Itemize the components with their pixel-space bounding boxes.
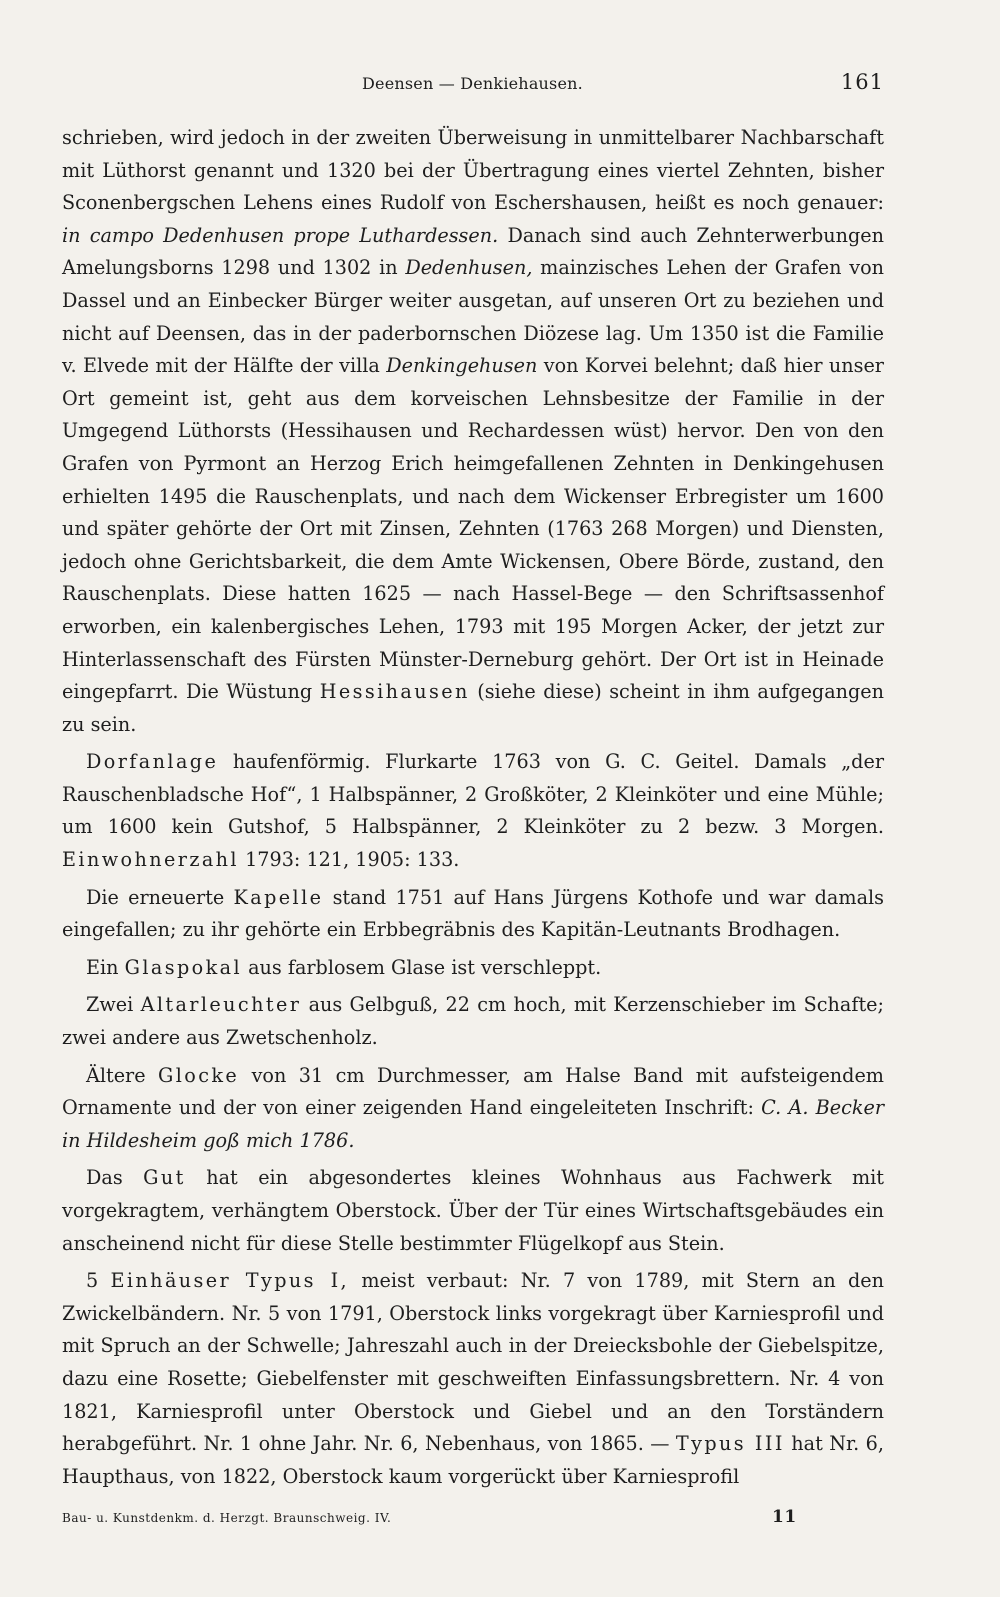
text-run: hat ein abgesondertes kleines Wohnhaus aus Fachwerk mit vorgekragtem, verhängtem Oberstock. Über der Tür eines Wirtschaftsgebäudes ein anscheinend nicht für diese Stelle bestimmter Flügelkopf aus Stein.	[62, 1166, 884, 1255]
text-run: Zwei	[86, 993, 141, 1017]
spaced-heading-text: Glocke	[158, 1063, 240, 1087]
text-run: aus farblosem Glase ist verschleppt.	[242, 955, 602, 979]
text-run: Die erneuerte	[86, 885, 234, 909]
body-text	[62, 122, 884, 1498]
spaced-heading-text: Kapelle	[233, 885, 324, 909]
spaced-heading-text: Typus III	[675, 1432, 785, 1456]
text-run: Ältere	[86, 1063, 159, 1087]
text-run: schrieben, wird jedoch in der zweiten Überweisung in unmittelbarer Nachbarschaft mit Lüthorst genannt und 1320 bei der Übertragung eines viertel Zehnten, bisher Sconenbergschen Lehens eines Rudolf von Eschershausen, heißt es noch genauer:	[62, 126, 884, 215]
text-run: 5	[86, 1269, 111, 1293]
paragraph	[62, 952, 884, 985]
text-run: haufenförmig. Flurkarte 1763 von G. C. Geitel. Damals „der Rauschenbladsche Hof“, 1 Halbspänner, 2 Großköter, 2 Kleinköter und eine Mühle; um 1600 kein Gutshof, 5 Halbspänner, 2 Kleinköter zu 2 bezw. 3 Morgen.	[62, 750, 884, 839]
spaced-heading-text: Altarleuchter	[140, 993, 302, 1017]
paragraph	[62, 989, 884, 1054]
footer-source: Bau- u. Kunstdenkm. d. Herzgt. Braunschweig. IV.	[62, 1511, 392, 1525]
italic-text: Denkingehusen	[386, 354, 538, 378]
spaced-heading-text: Gut	[143, 1166, 186, 1190]
spaced-heading-text: Glaspokal	[124, 955, 242, 979]
page-number: 161	[840, 70, 884, 94]
text-run: von Korvei belehnt; daß hier unser Ort gemeint ist, geht aus dem korveischen Lehnsbesitze der Familie in der Umgegend Lüthorsts (Hessihausen und Rechardessen wüst) hervor. Den von den Grafen von Pyrmont an Herzog Erich heimgefallenen Zehnten in Denkingehusen erhielten 1495 die Rauschenplats, und nach dem Wickenser Erbregister um 1600 und später gehörte der Ort mit Zinsen, Zehnten (1763 268 Morgen) und Diensten, jedoch ohne Gerichtsbarkeit, die dem Amte Wickensen, Obere Börde, zustand, den Rauschenplats. Diese hatten 1625 — nach Hassel-Bege — den Schriftsassenhof erworben, ein kalenbergisches Lehen, 1793 mit 195 Morgen Acker, der jetzt zur Hinterlassenschaft des Fürsten Münster-Derneburg gehört. Der Ort ist in Heinade eingepfarrt. Die Wüstung	[62, 354, 884, 704]
paragraph	[62, 1060, 884, 1158]
italic-text: in campo Dedenhusen prope Luthardessen.	[62, 223, 499, 247]
running-title: Deensen — Denkiehausen.	[362, 74, 583, 93]
text-run: Das	[86, 1166, 144, 1190]
text-run: aus Gelbguß, 22 cm hoch, mit Kerzenschieber im Schafte; zwei andere aus Zwetschenholz.	[62, 993, 884, 1050]
paragraph	[62, 882, 884, 947]
spaced-heading-text: Hessihausen	[319, 680, 470, 704]
italic-text: C. A. Becker in Hildesheim goß mich 1786.	[62, 1096, 885, 1152]
spaced-heading-text: Dorfanlage	[86, 750, 219, 774]
signature-mark: 11	[772, 1507, 797, 1527]
paragraph	[62, 1162, 884, 1260]
text-run: mainzisches Lehen der Grafen von Dassel und an Einbecker Bürger weiter ausgetan, auf unseren Ort zu beziehen und nicht auf Deensen, das in der paderbornschen Diözese lag. Um 1350 ist die Familie v. Elvede mit der Hälfte der villa	[62, 256, 884, 378]
spaced-heading-text: Einhäuser Typus I,	[110, 1269, 350, 1293]
text-run: stand 1751 auf Hans Jürgens Kothofe und war damals eingefallen; zu ihr gehörte ein Erbbegräbnis des Kapitän-Leutnants Brodhagen.	[62, 885, 884, 942]
text-run: (siehe diese) scheint in ihm aufgegangen zu sein.	[62, 680, 884, 736]
paragraph	[62, 746, 884, 876]
text-run: meist verbaut: Nr. 7 von 1789, mit Stern an den Zwickelbändern. Nr. 5 von 1791, Oberstock links vorgekragt über Karniesprofil und mit Spruch an der Schwelle; Jahreszahl auch in der Dreiecksbohle der Giebelspitze, dazu eine Rosette; Giebelfenster mit geschweiften Einfassungsbrettern. Nr. 4 von 1821, Karniesprofil unter Oberstock und Giebel und an den Torständern herabgeführt. Nr. 1 ohne Jahr. Nr. 6, Nebenhaus, von 1865. —	[62, 1269, 885, 1456]
page-footer	[62, 1507, 884, 1527]
text-run: Danach sind auch Zehnterwerbungen Amelungsborns 1298 und 1302 in	[62, 223, 885, 280]
paragraph	[62, 122, 884, 741]
text-run: Ein	[86, 955, 125, 979]
text-run: 1793: 121, 1905: 133.	[238, 848, 460, 872]
text-run: von 31 cm Durchmesser, am Halse Band mit aufsteigendem Ornamente und der von einer zeigenden Hand eingeleiteten Inschrift:	[62, 1063, 884, 1120]
italic-text: Dedenhusen,	[405, 256, 533, 280]
paragraph	[62, 1265, 884, 1493]
spaced-heading-text: Einwohnerzahl	[62, 848, 239, 872]
text-run: hat Nr. 6, Haupthaus, von 1822, Oberstock kaum vorgerückt über Karniesprofil	[62, 1432, 884, 1488]
